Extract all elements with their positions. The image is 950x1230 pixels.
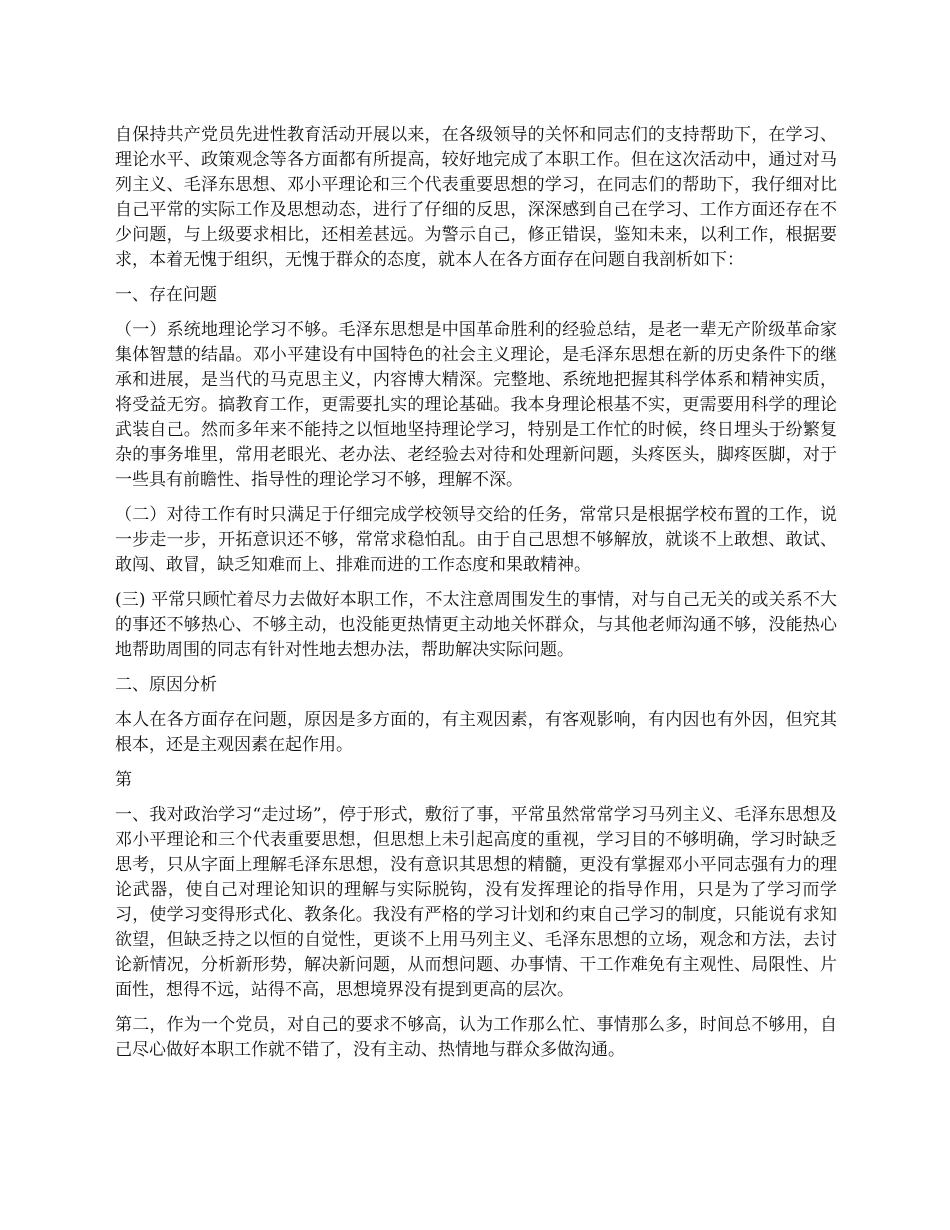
causes-ordinal-fragment: 第	[115, 770, 132, 790]
problem-paragraph-3: (三) 平常只顾忙着尽力去做好本职工作，不太注意周围发生的事情，对与自己无关的或关系不大的事还不够热心、不够主动，也没能更热情更主动地关怀群众，与其他老师沟通不够，没能热心地帮助周围的同志有针对性地去想办法，帮助解决实际问题。	[115, 590, 837, 660]
problem-paragraph-2: （二）对待工作有时只满足于仔细完成学校领导交给的任务，常常只是根据学校布置的工作，说一步走一步，开拓意识还不够，常常求稳怕乱。由于自己思想不够解放，就谈不上敢想、敢试、敢闯、敢冒，缺乏知难而上、排难而进的工作态度和果敢精神。	[115, 505, 837, 575]
section-heading-problems: 一、存在问题	[115, 285, 217, 305]
cause-paragraph-2: 第二，作为一个党员，对自己的要求不够高，认为工作那么忙、事情那么多，时间总不够用，自己尽心做好本职工作就不错了，没有主动、热情地与群众多做沟通。	[115, 1015, 837, 1060]
cause-paragraph-1: 一、我对政治学习“走过场”，停于形式，敷衍了事，平常虽然常常学习马列主义、毛泽东思想及邓小平理论和三个代表重要思想，但思想上未引起高度的重视，学习目的不够明确，学习时缺乏思考，只从字面上理解毛泽东思想，没有意识其思想的精髓，更没有掌握邓小平同志强有力的理论武器，使自己对理论知识的理解与实际脱钩，没有发挥理论的指导作用，只是为了学习而学习，使学习变得形式化、教条化。我没有严格的学习计划和约束自己学习的制度，只能说有求知欲望，但缺乏持之以恒的自觉性，更谈不上用马列主义、毛泽东思想的立场，观念和方法，去讨论新情况，分析新形势，解决新问题，从而想问题、办事情、干工作难免有主观性、局限性、片面性，想得不远，站得不高，思想境界没有提到更高的层次。	[115, 805, 837, 1000]
causes-intro-paragraph: 本人在各方面存在问题，原因是多方面的，有主观因素，有客观影响，有内因也有外因，但究其根本，还是主观因素在起作用。	[115, 710, 837, 755]
document-page	[115, 123, 837, 1073]
section-heading-causes: 二、原因分析	[115, 675, 217, 695]
problem-paragraph-1: （一）系统地理论学习不够。毛泽东思想是中国革命胜利的经验总结，是老一辈无产阶级革命家集体智慧的结晶。邓小平建设有中国特色的社会主义理论，是毛泽东思想在新的历史条件下的继承和进展，是当代的马克思主义，内容博大精深。完整地、系统地把握其科学体系和精神实质，将受益无穷。搞教育工作，更需要扎实的理论基础。我本身理论根基不实，更需要用科学的理论武装自己。然而多年来不能持之以恒地坚持理论学习，特别是工作忙的时候，终日埋头于纷繁复杂的事务堆里，常用老眼光、老办法、老经验去对待和处理新问题，头疼医头，脚疼医脚，对于一些具有前瞻性、指导性的理论学习不够，理解不深。	[115, 320, 837, 490]
intro-paragraph: 自保持共产党员先进性教育活动开展以来，在各级领导的关怀和同志们的支持帮助下，在学习、理论水平、政策观念等各方面都有所提高，较好地完成了本职工作。但在这次活动中，通过对马列主义、毛泽东思想、邓小平理论和三个代表重要思想的学习，在同志们的帮助下，我仔细对比自己平常的实际工作及思想动态，进行了仔细的反思，深深感到自己在学习、工作方面还存在不少问题，与上级要求相比，还相差甚远。为警示自己，修正错误，鉴知未来，以利工作，根据要求，本着无愧于组织，无愧于群众的态度，就本人在各方面存在问题自我剖析如下：	[115, 125, 837, 270]
